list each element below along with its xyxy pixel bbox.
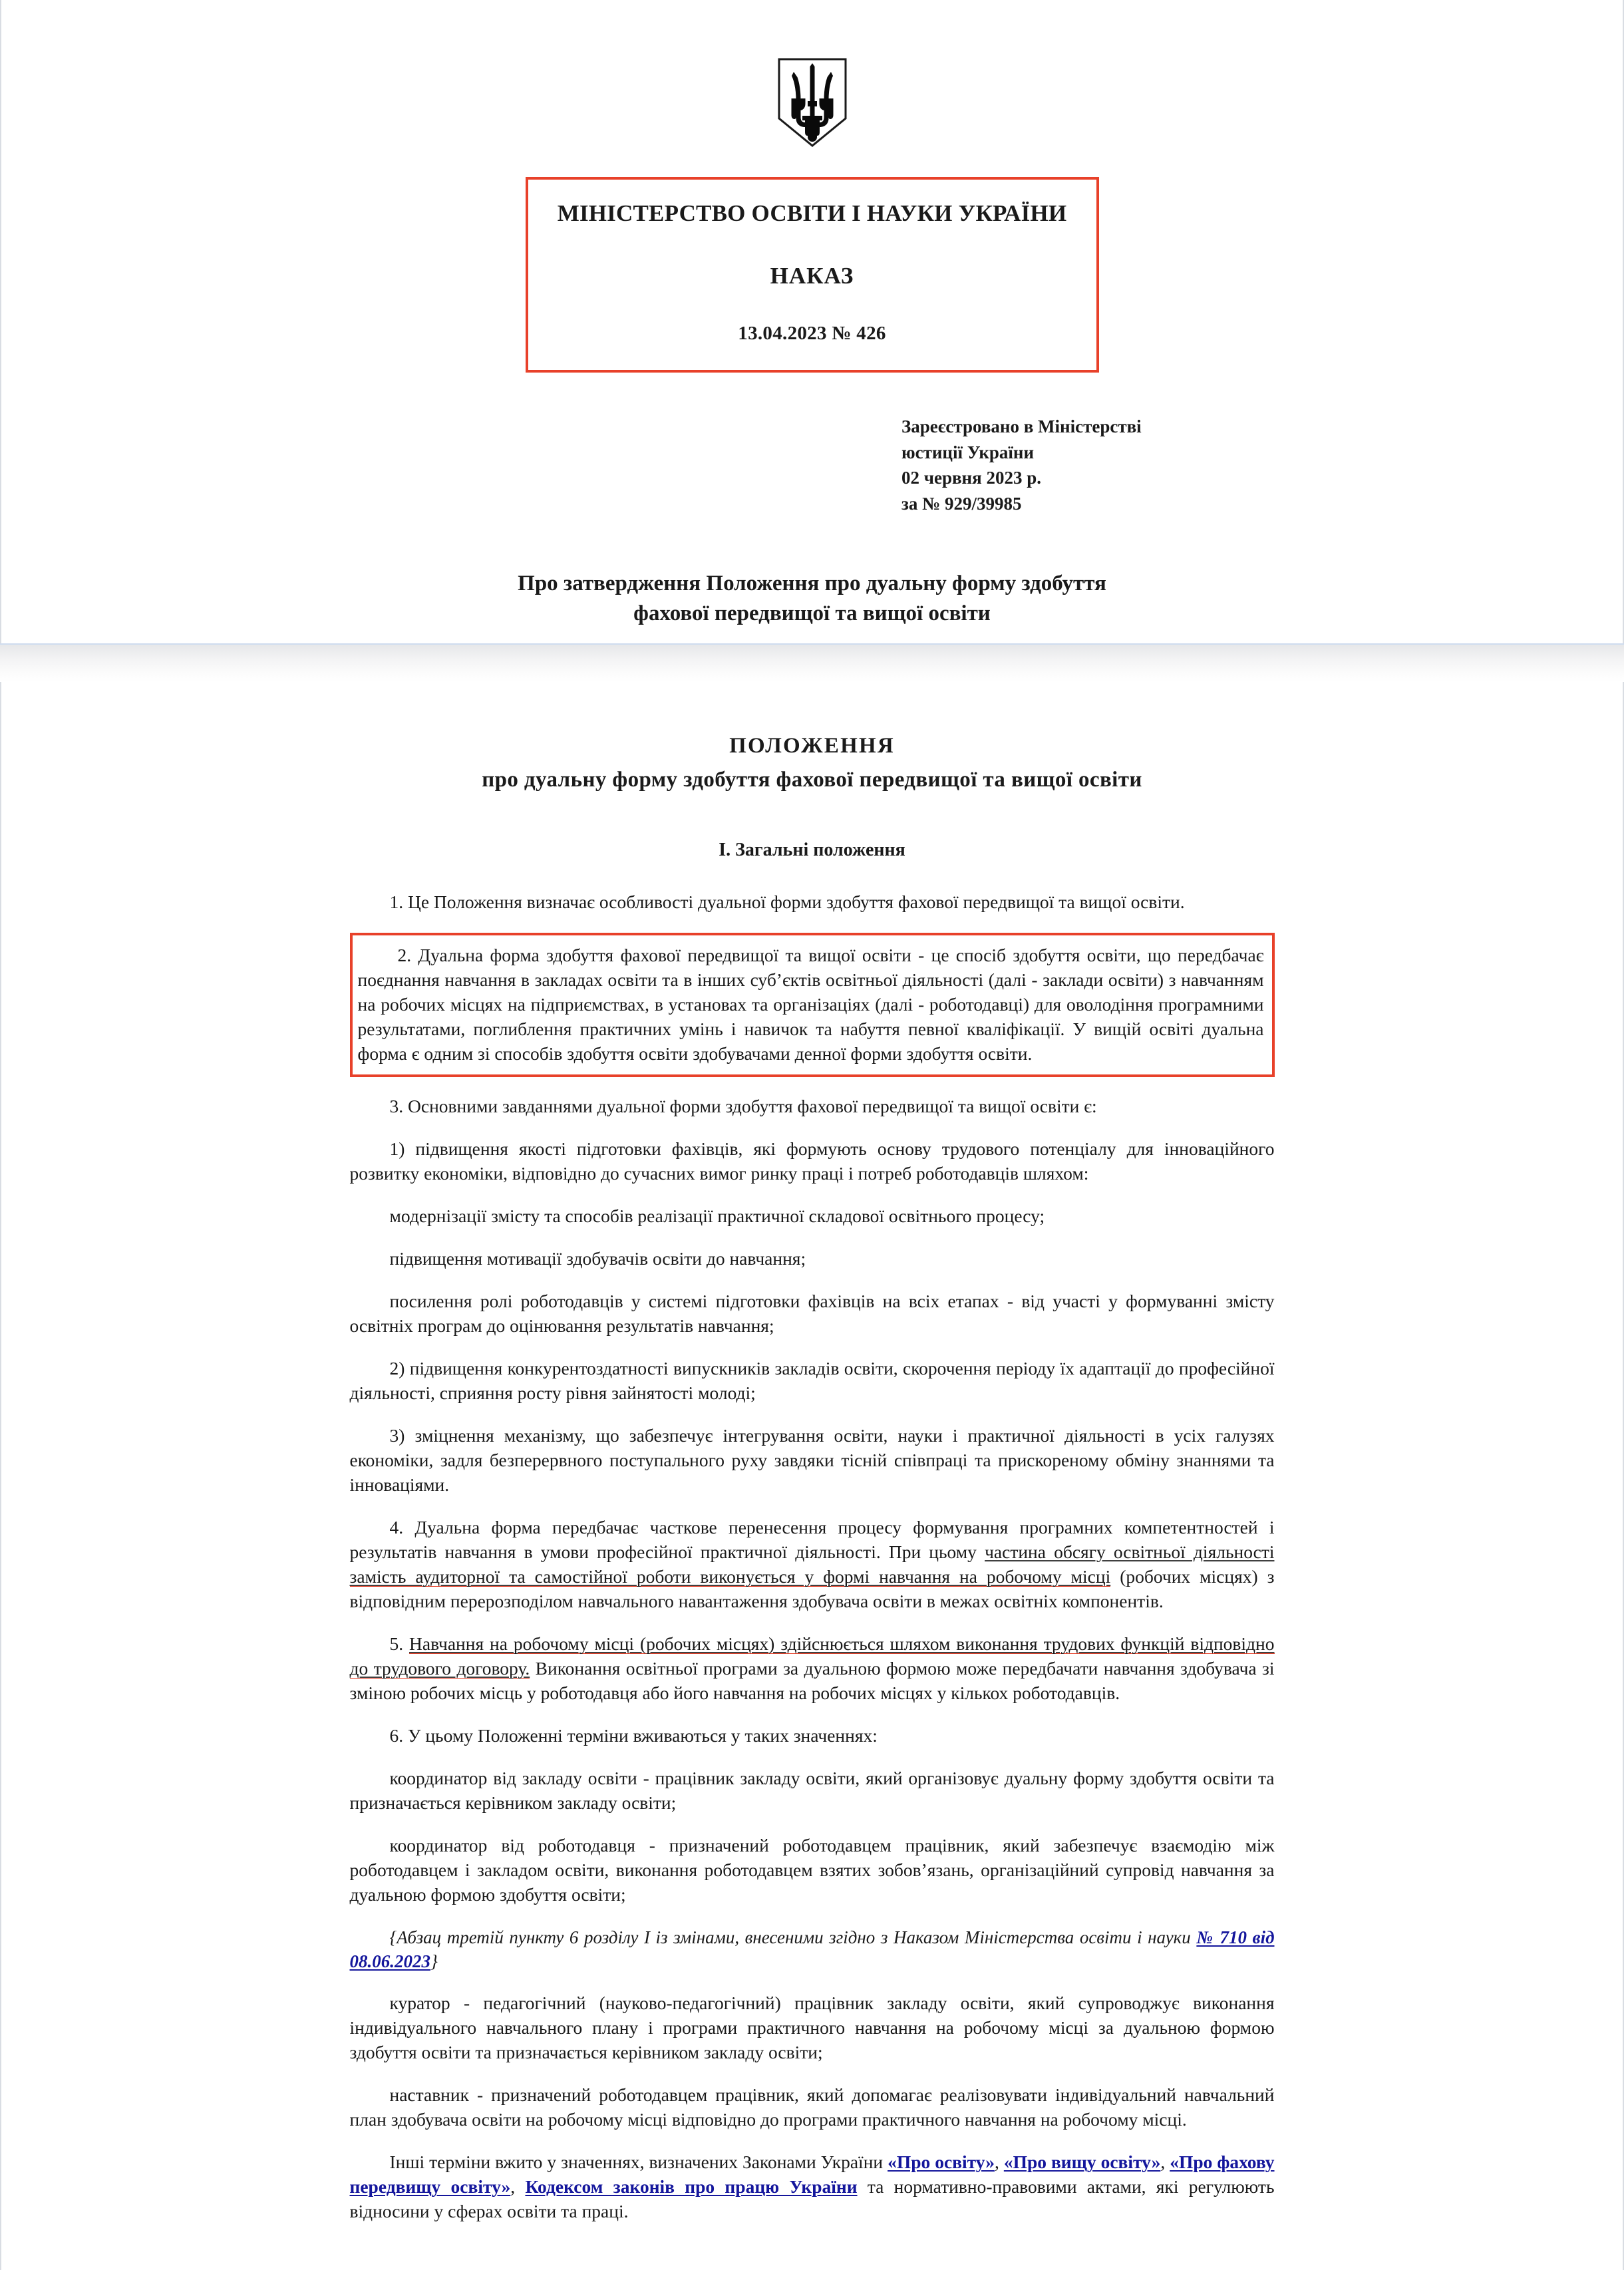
paragraph-3-item-1-sub-a: модернізації змісту та способів реалізації практичної складової освітнього процесу; bbox=[389, 1205, 1045, 1226]
paragraph-3: 3. Основними завданнями дуальної форми здобуття фахової передвищої та вищої освіти є: bbox=[389, 1095, 1097, 1116]
order-header-box bbox=[526, 177, 1099, 373]
paragraph-4-text-before: 4. Дуальна форма передбачає часткове перенесення процесу формування програмних компетентностей і результатів навчання в умови професійної практичної діяльності. При цьому bbox=[349, 1516, 1275, 1562]
regulation-title bbox=[350, 731, 1275, 796]
labour-code-link[interactable]: Кодексом законів про працю України bbox=[525, 2176, 858, 2197]
page-break-shadow bbox=[0, 645, 1624, 682]
paragraph-4-red-underline-annotation: частина обсягу освітньої діяльності замість аудиторної та самостійної роботи виконується у формі навчання на робочому місці bbox=[349, 1541, 1275, 1587]
paragraph-2-highlighted: 2. Дуальна форма здобуття фахової передвищої та вищої освіти - це спосіб здобуття освіти, що передбачає поєднання навчання в закладах освіти та в інших суб’єктів освітньої діяльності (далі - заклади освіти) з навчанням на робочих місцях на підприємствах, в установах та організаціях (далі - роботодавці) для оволодіння програмними результатами, поглиблення практичних умінь і навичок та набуття певної кваліфікації. У вищій освіті дуальна форма є одним зі способів здобуття освіти здобувачами денної форми здобуття освіти. bbox=[350, 933, 1275, 1077]
registration-line-2: юстиції України bbox=[901, 442, 1035, 462]
paragraph-4-text-after: (робочих місцях) з відповідним перерозподілом навчального навантаження здобувача освіти в межах освітніх компонентів. bbox=[349, 1565, 1275, 1611]
other-terms-separator-2: , bbox=[1160, 2152, 1170, 2173]
emblem-container bbox=[1, 0, 1623, 148]
term-curator: куратор - педагогічний (науково-педагогічний) працівник закладу освіти, який супроводжує виконання індивідуального навчального плану і програми практичного навчання на робочому місці за дуальною формою здобуття освіти та призначається керівником закладу освіти; bbox=[349, 1993, 1275, 2063]
paragraph-other-terms bbox=[350, 2150, 1275, 2224]
regulation-subtitle-line-2: освіти bbox=[1078, 768, 1142, 792]
document-title-line-1: Про затвердження Положення про дуальну форму здобуття bbox=[518, 571, 1106, 596]
amendment-note-text-after: } bbox=[430, 1951, 438, 1971]
document-type-label: НАКАЗ bbox=[770, 262, 854, 289]
order-date-number: 13.04.2023 № 426 bbox=[738, 322, 886, 344]
paragraph-3-item-1-sub-b: підвищення мотивації здобувачів освіти до навчання; bbox=[389, 1247, 806, 1269]
term-mentor: наставник - призначений роботодавцем працівник, який допомагає реалізовувати індивідуальний навчальний план здобувача освіти на робочому місці відповідно до програми практичного навчання на робочому місці. bbox=[349, 2084, 1275, 2130]
paragraph-3-item-2: 2) підвищення конкурентоздатності випускників закладів освіти, скорочення періоду їх адаптації до професійної діяльності, сприяння росту рівня зайнятості молоді; bbox=[349, 1357, 1275, 1403]
law-on-professional-pre-higher-education-link[interactable]: «Про фахову передвищу освіту» bbox=[349, 2152, 1275, 2197]
regulation-title-main: ПОЛОЖЕННЯ bbox=[729, 733, 895, 758]
section-heading-i: I. Загальні положення bbox=[719, 840, 905, 860]
other-terms-text-after: та нормативно-правовими актами, які регулюють відносини у сферах освіти та праці. bbox=[349, 2176, 1275, 2222]
document-title bbox=[380, 569, 1245, 629]
amendment-note bbox=[350, 1925, 1275, 1974]
regulation-title-sub bbox=[430, 765, 1195, 796]
paragraph-4 bbox=[350, 1516, 1275, 1614]
ministry-title: МІНІСТЕРСТВО ОСВІТИ І НАУКИ УКРАЇНИ bbox=[557, 200, 1067, 226]
paragraph-3-item-1-sub-c: посилення ролі роботодавців у системі підготовки фахівців на всіх етапах - від участі у формуванні змісту освітніх програм до оцінювання результатів навчання; bbox=[349, 1290, 1275, 1336]
paragraph-5-number: 5. bbox=[389, 1633, 410, 1654]
paragraph-3-item-3: 3) зміцнення механізму, що забезпечує інтегрування освіти, науки і практичної діяльності в усіх галузях економіки, задля безперервного поступального руху завдяки тісній співпраці та прискореному обміну знаннями та інноваціями. bbox=[349, 1424, 1275, 1495]
registration-line-1: Зареєстровано в Міністерстві bbox=[901, 416, 1142, 436]
regulation-subtitle-line-1: про дуальну форму здобуття фахової передвищої та вищої bbox=[482, 768, 1073, 792]
paragraph-5-text-after: Виконання освітньої програми за дуальною формою може передбачати навчання здобувача зі зміною робочих місць у роботодавця або його навчання на робочих місцях у кількох роботодавців. bbox=[349, 1657, 1275, 1703]
other-terms-separator-1: , bbox=[995, 2152, 1004, 2173]
term-coordinator-employer: координатор від роботодавця - призначений роботодавцем працівник, який забезпечує взаємодію між роботодавцем і закладом освіти, виконання роботодавцем взятих зобов’язань, організаційний супровід навчання за дуальною формою здобуття освіти; bbox=[349, 1834, 1275, 1905]
ukraine-coat-of-arms-tryzub-icon bbox=[777, 57, 848, 148]
paragraph-1: 1. Це Положення визначає особливості дуальної форми здобуття фахової передвищої та вищої освіти. bbox=[389, 892, 1185, 912]
registration-line-4: за № 929/39985 bbox=[901, 494, 1022, 514]
law-on-education-link[interactable]: «Про освіту» bbox=[888, 2152, 995, 2173]
other-terms-separator-3: , bbox=[510, 2176, 526, 2197]
paragraph-6: 6. У цьому Положенні терміни вживаються у таких значеннях: bbox=[389, 1724, 878, 1746]
document-page-body bbox=[0, 682, 1624, 2270]
registration-block bbox=[1, 414, 1623, 518]
law-on-higher-education-link[interactable]: «Про вищу освіту» bbox=[1003, 2152, 1161, 2173]
document-page-top bbox=[0, 0, 1624, 643]
other-terms-text-before: Інші терміни вжито у значеннях, визначених Законами України bbox=[389, 2152, 888, 2173]
document-content bbox=[350, 731, 1275, 2224]
document-title-line-2: фахової передвищої та вищої освіти bbox=[633, 601, 991, 626]
amendment-note-text-before: {Абзац третій пункту 6 розділу I із змінами, внесеними згідно з Наказом Міністерства освіти і науки bbox=[389, 1927, 1197, 1947]
paragraph-3-item-1: 1) підвищення якості підготовки фахівців, які формують основу трудового потенціалу для інноваційного розвитку економіки, відповідно до сучасних вимог ринку праці і потреб роботодавців шляхом: bbox=[349, 1138, 1275, 1184]
paragraph-5-red-underline-annotation: Навчання на робочому місці (робочих місцях) здійснюється шляхом виконання трудових функцій відповідно до трудового договору. bbox=[349, 1633, 1275, 1679]
amendment-order-link[interactable]: № 710 від 08.06.2023 bbox=[349, 1927, 1275, 1971]
paragraph-5 bbox=[350, 1632, 1275, 1706]
term-coordinator-education-institution: координатор від закладу освіти - працівник закладу освіти, який організовує дуальну форму здобуття освіти та призначається керівником закладу освіти; bbox=[349, 1767, 1275, 1813]
registration-line-3: 02 червня 2023 р. bbox=[901, 468, 1041, 488]
